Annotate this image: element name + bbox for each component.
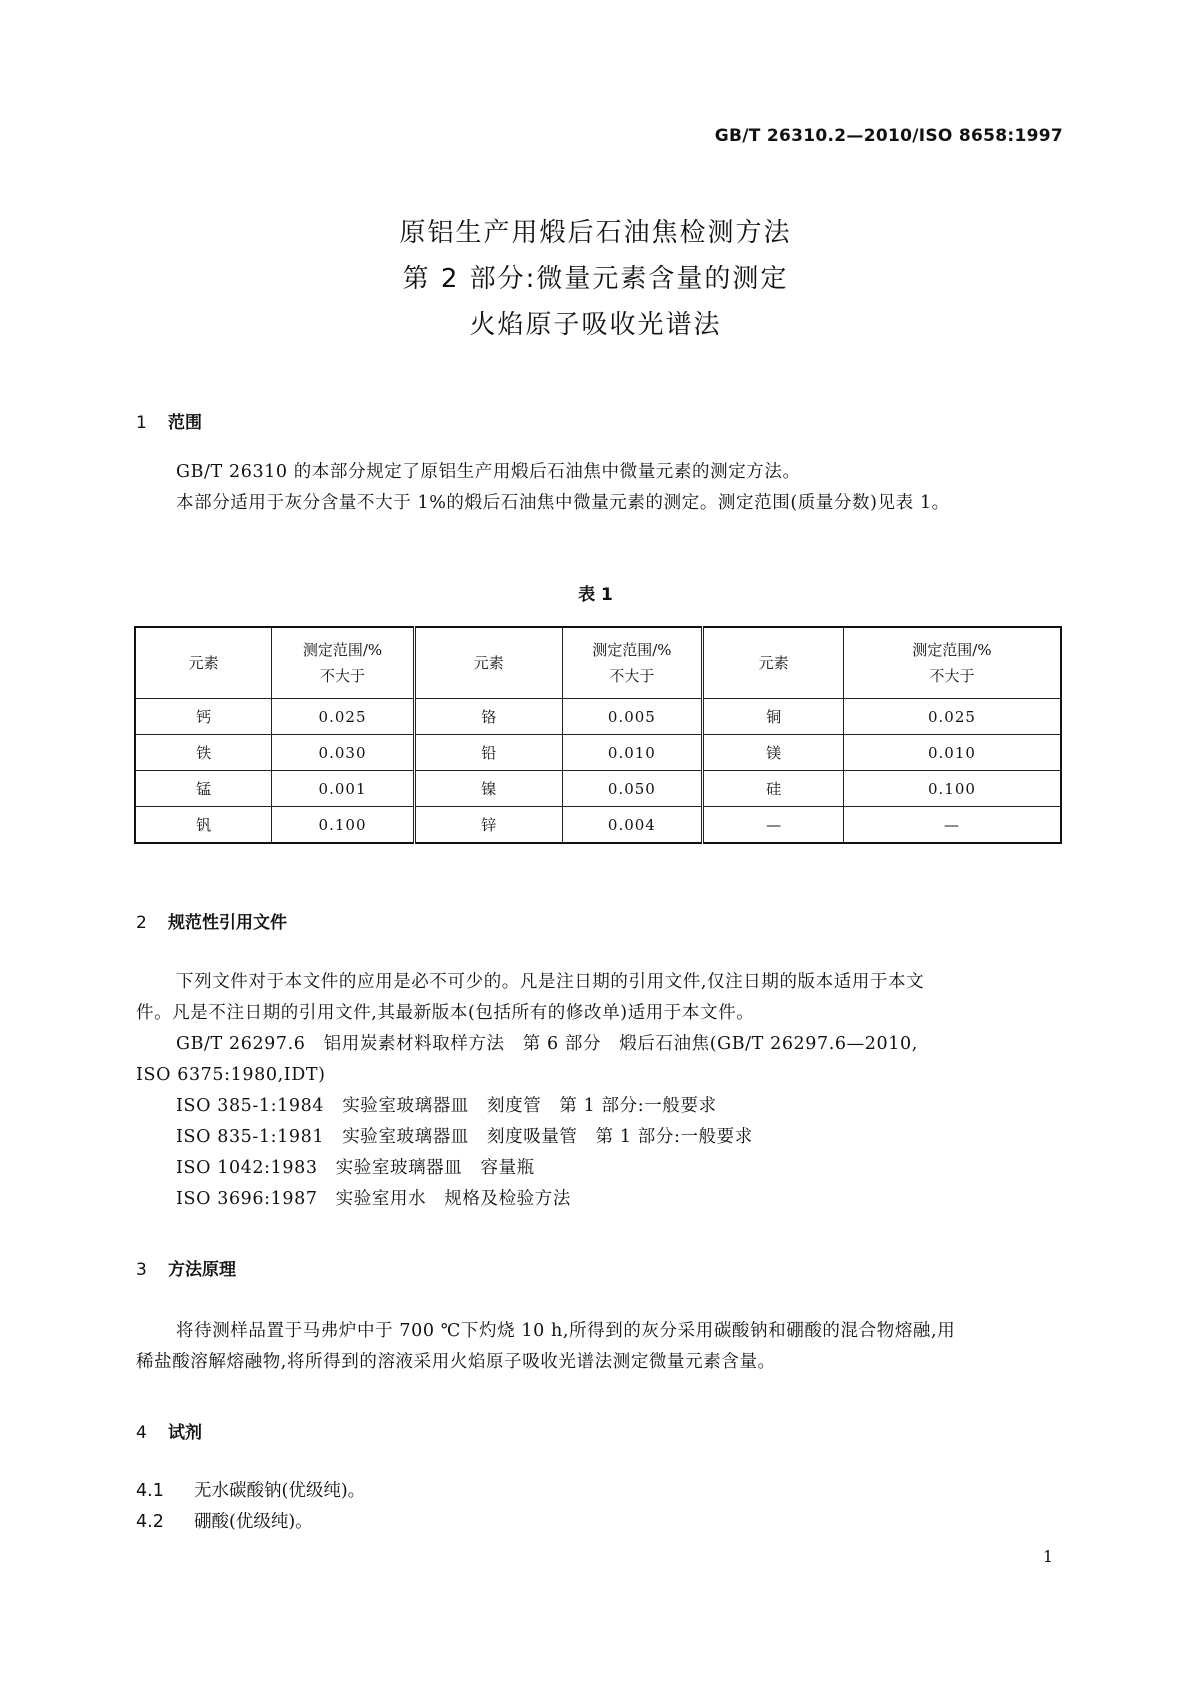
section-3-title: 方法原理	[168, 1260, 236, 1280]
table-header-row	[135, 627, 1061, 699]
section-1-paragraph-1: GB/T 26310 的本部分规定了原铝生产用煅后石油焦中微量元素的测定方法。	[176, 462, 801, 482]
table-cell: 铁	[135, 735, 272, 771]
reference-item: GB/T 26297.6 铝用炭素材料取样方法 第 6 部分 煅后石油焦(GB/T 26297.6—2010,	[176, 1034, 918, 1054]
reagent-item-text: 硼酸(优级纯)。	[194, 1512, 313, 1532]
table-cell: —	[843, 807, 1061, 844]
reagent-item-number: 4.1	[136, 1481, 164, 1501]
table-cell: 铬	[414, 699, 562, 735]
document-title-line3: 火焰原子吸收光谱法	[469, 310, 722, 340]
header-range-col3: 测定范围/% 不大于	[843, 627, 1061, 699]
table-cell: 镁	[703, 735, 844, 771]
section-1-heading	[136, 408, 202, 433]
reagent-item-number: 4.2	[136, 1512, 164, 1532]
table-cell: 0.025	[843, 699, 1061, 735]
section-1-paragraph-2: 本部分适用于灰分含量不大于 1%的煅后石油焦中微量元素的测定。测定范围(质量分数)见表 1。	[176, 493, 950, 513]
section-2-paragraph-line2: 件。凡是不注日期的引用文件,其最新版本(包括所有的修改单)适用于本文件。	[136, 1003, 755, 1023]
section-1-title: 范围	[168, 413, 202, 433]
reference-item: ISO 1042:1983 实验室玻璃器皿 容量瓶	[176, 1158, 535, 1178]
table-cell: 钒	[135, 807, 272, 844]
header-element-col1: 元素	[135, 627, 272, 699]
table-cell: 0.050	[562, 771, 703, 807]
document-title-line1: 原铝生产用煅后石油焦检测方法	[399, 218, 792, 248]
table-cell: 0.100	[272, 807, 415, 844]
table-row	[135, 699, 1061, 735]
section-2-number: 2	[136, 913, 147, 933]
section-3-paragraph-line1: 将待测样品置于马弗炉中于 700 ℃下灼烧 10 h,所得到的灰分采用碳酸钠和硼酸的混合物熔融,用	[176, 1321, 956, 1341]
reference-item: ISO 3696:1987 实验室用水 规格及检验方法	[176, 1189, 571, 1209]
table-cell: 0.025	[272, 699, 415, 735]
document-title-line2: 第 2 部分:微量元素含量的测定	[402, 264, 789, 294]
table-cell: 0.010	[562, 735, 703, 771]
table-row	[135, 807, 1061, 844]
section-3-number: 3	[136, 1260, 147, 1280]
section-4-title: 试剂	[168, 1423, 202, 1443]
table-cell: 铜	[703, 699, 844, 735]
table-cell: 锌	[414, 807, 562, 844]
table-row	[135, 771, 1061, 807]
table-cell: 0.100	[843, 771, 1061, 807]
header-element-col2: 元素	[414, 627, 562, 699]
header-range-col2: 测定范围/% 不大于	[562, 627, 703, 699]
reference-item: ISO 385-1:1984 实验室玻璃器皿 刻度管 第 1 部分:一般要求	[176, 1096, 717, 1116]
table-cell: 0.001	[272, 771, 415, 807]
section-2-paragraph-line1: 下列文件对于本文件的应用是必不可少的。凡是注日期的引用文件,仅注日期的版本适用于本文	[176, 972, 925, 992]
table-cell: 铅	[414, 735, 562, 771]
section-3-heading	[136, 1255, 236, 1280]
page-number: 1	[1042, 1547, 1053, 1566]
section-1-number: 1	[136, 413, 147, 433]
table-cell: 钙	[135, 699, 272, 735]
table-cell: 0.030	[272, 735, 415, 771]
table-cell: 0.004	[562, 807, 703, 844]
section-3-paragraph-line2: 稀盐酸溶解熔融物,将所得到的溶液采用火焰原子吸收光谱法测定微量元素含量。	[136, 1352, 776, 1372]
table-cell: 0.010	[843, 735, 1061, 771]
section-4-number: 4	[136, 1423, 147, 1443]
table-cell: —	[703, 807, 844, 844]
header-element-col3: 元素	[703, 627, 844, 699]
reagent-item	[136, 1508, 313, 1533]
section-4-heading	[136, 1418, 202, 1443]
reagent-item	[136, 1477, 365, 1502]
reference-item-continuation: ISO 6375:1980,IDT)	[136, 1065, 326, 1085]
table-1-caption: 表 1	[578, 585, 613, 605]
table-cell: 0.005	[562, 699, 703, 735]
table-1	[134, 626, 1062, 844]
table-cell: 锰	[135, 771, 272, 807]
header-range-col1: 测定范围/% 不大于	[272, 627, 415, 699]
reagent-item-text: 无水碳酸钠(优级纯)。	[194, 1481, 366, 1501]
section-2-title: 规范性引用文件	[168, 913, 287, 933]
standard-code: GB/T 26310.2—2010/ISO 8658:1997	[714, 126, 1063, 146]
table-cell: 硅	[703, 771, 844, 807]
section-2-heading	[136, 908, 287, 933]
table-cell: 镍	[414, 771, 562, 807]
reference-item: ISO 835-1:1981 实验室玻璃器皿 刻度吸量管 第 1 部分:一般要求	[176, 1127, 753, 1147]
table-row	[135, 735, 1061, 771]
